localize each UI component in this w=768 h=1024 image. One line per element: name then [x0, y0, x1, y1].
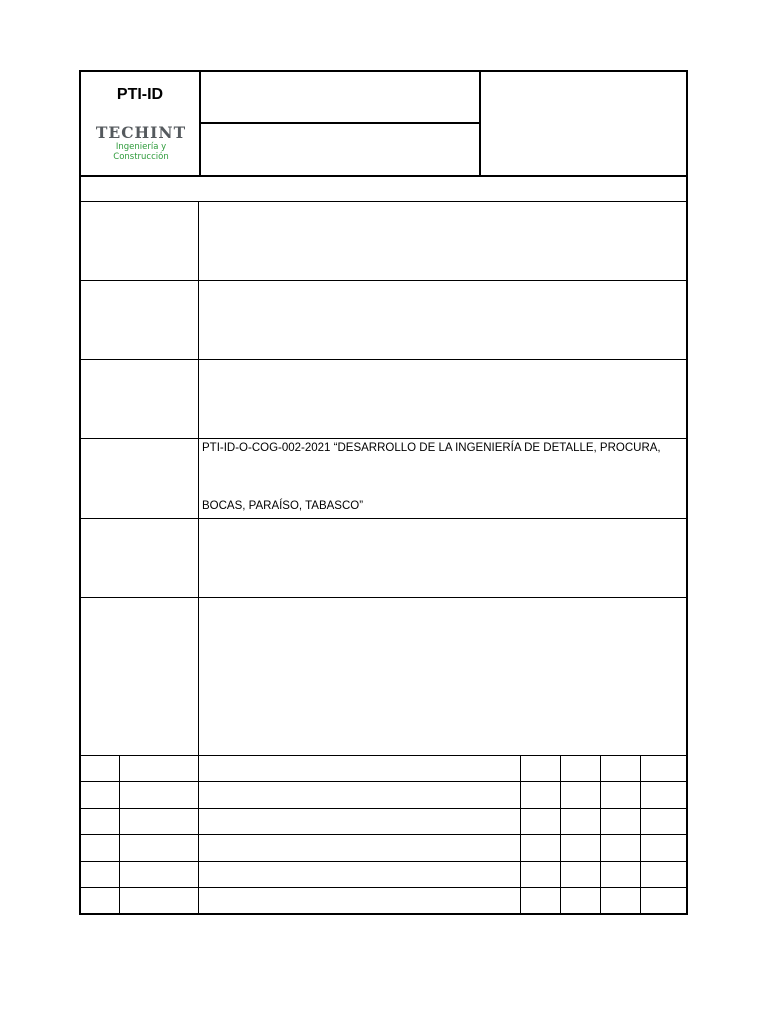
logo-tagline: Ingeniería y Construcción — [113, 142, 169, 162]
header-title-divider — [199, 122, 481, 124]
section-row-border — [79, 280, 688, 281]
section-row-border — [79, 438, 688, 439]
revision-col-divider — [520, 755, 521, 914]
section-row-border — [79, 597, 688, 598]
revision-col-divider — [600, 755, 601, 914]
document-code: PTI-ID — [116, 86, 164, 103]
section-row-border — [79, 359, 688, 360]
project-title-line-1: PTI-ID-O-COG-002-2021 “DESARROLLO DE LA INGENIERÍA DE DETALLE, PROCURA, — [202, 442, 661, 454]
label-column-divider — [198, 201, 199, 756]
project-title-line-2: BOCAS, PARAÍSO, TABASCO” — [202, 500, 364, 512]
logo-wordmark: TECHINT — [95, 123, 187, 142]
section-row-border — [79, 518, 688, 519]
header-bottom-border — [79, 175, 688, 177]
revision-col-divider — [640, 755, 641, 914]
revision-col-divider — [119, 755, 120, 914]
revision-table-top-border — [79, 755, 688, 756]
revision-row-border — [79, 781, 688, 782]
document-frame — [79, 70, 688, 915]
revision-row-border — [79, 887, 688, 888]
revision-col-divider — [560, 755, 561, 914]
revision-row-border — [79, 808, 688, 809]
subtitle-strip-border — [79, 201, 688, 202]
revision-col-divider — [198, 755, 199, 914]
revision-row-border — [79, 834, 688, 835]
revision-row-border — [79, 861, 688, 862]
company-logo — [88, 124, 194, 162]
